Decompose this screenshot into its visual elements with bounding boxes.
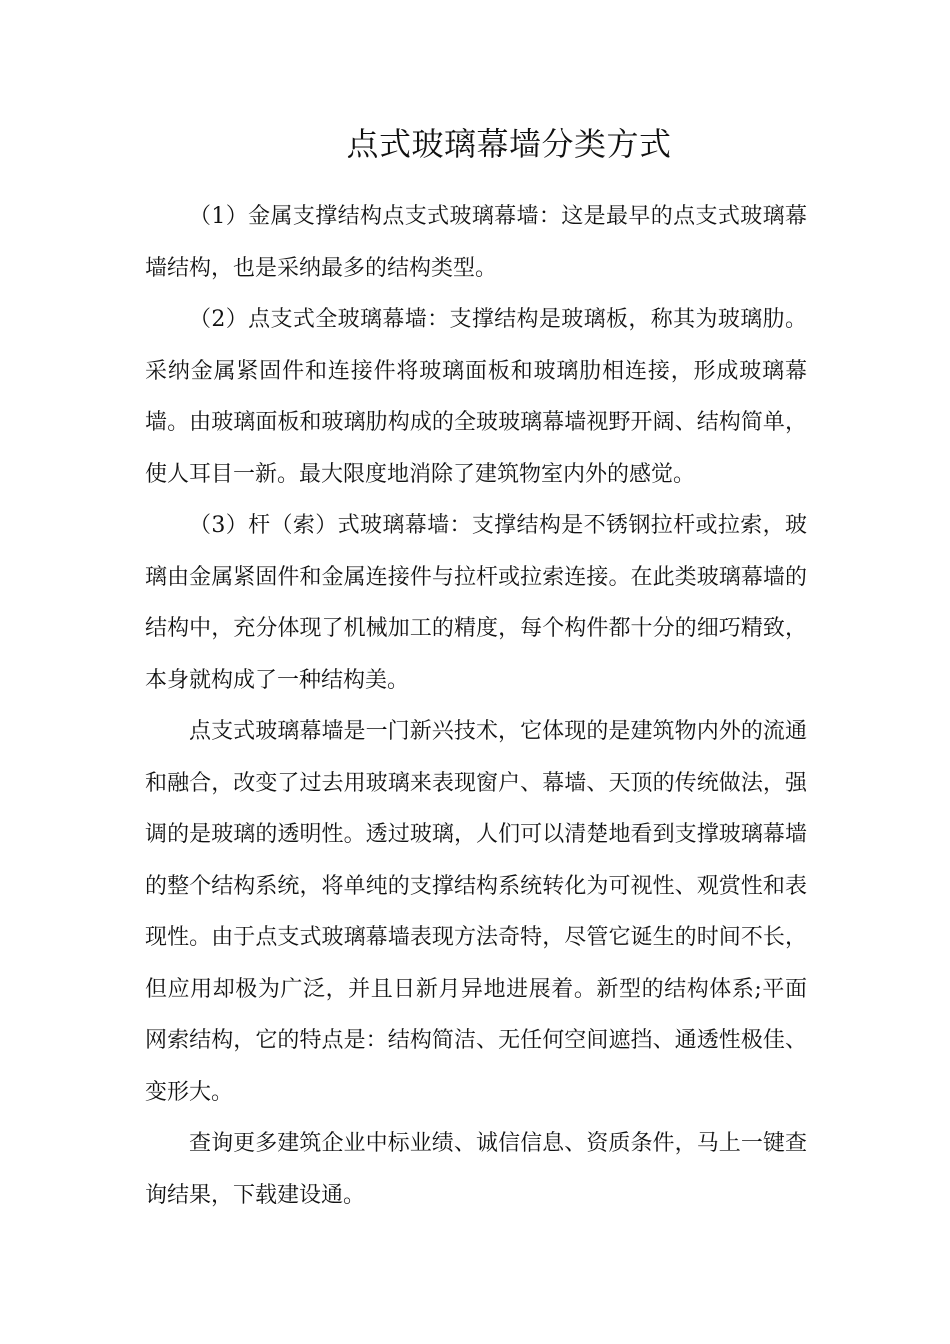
document-title: 点式玻璃幕墙分类方式 bbox=[346, 125, 672, 163]
paragraph-full-glass: （2）点支式全玻璃幕墙：支撑结构是玻璃板，称其为玻璃肋。采纳金属紧固件和连接件将玻璃面板和玻璃肋相连接，形成玻璃幕墙。由玻璃面板和玻璃肋构成的全玻玻璃幕墙视野开阔、结构简单，使人耳目一新。最大限度地消除了建筑物室内外的感觉。 bbox=[145, 307, 807, 487]
paragraph-overview: 点支式玻璃幕墙是一门新兴技术，它体现的是建筑物内外的流通和融合，改变了过去用玻璃来表现窗户、幕墙、天顶的传统做法，强调的是玻璃的透明性。透过玻璃，人们可以清楚地看到支撑玻璃幕墙的整个结构系统，将单纯的支撑结构系统转化为可视性、观赏性和表现性。由于点支式玻璃幕墙表现方法奇特，尽管它诞生的时间不长，但应用却极为广泛，并且日新月异地进展着。新型的结构体系;平面网索结构，它的特点是：结构简洁、无任何空间遮挡、通透性极佳、变形大。 bbox=[145, 719, 807, 1105]
paragraph-rod-cable: （3）杆（索）式玻璃幕墙：支撑结构是不锈钢拉杆或拉索，玻璃由金属紧固件和金属连接件与拉杆或拉索连接。在此类玻璃幕墙的结构中，充分体现了机械加工的精度，每个构件都十分的细巧精致，本身就构成了一种结构美。 bbox=[145, 513, 807, 693]
paragraph-footer-promo: 查询更多建筑企业中标业绩、诚信信息、资质条件，马上一键查询结果，下载建设通。 bbox=[145, 1131, 807, 1208]
document-body bbox=[145, 191, 807, 1221]
paragraph-metal-support: （1）金属支撑结构点支式玻璃幕墙：这是最早的点支式玻璃幕墙结构，也是采纳最多的结构类型。 bbox=[145, 204, 807, 281]
